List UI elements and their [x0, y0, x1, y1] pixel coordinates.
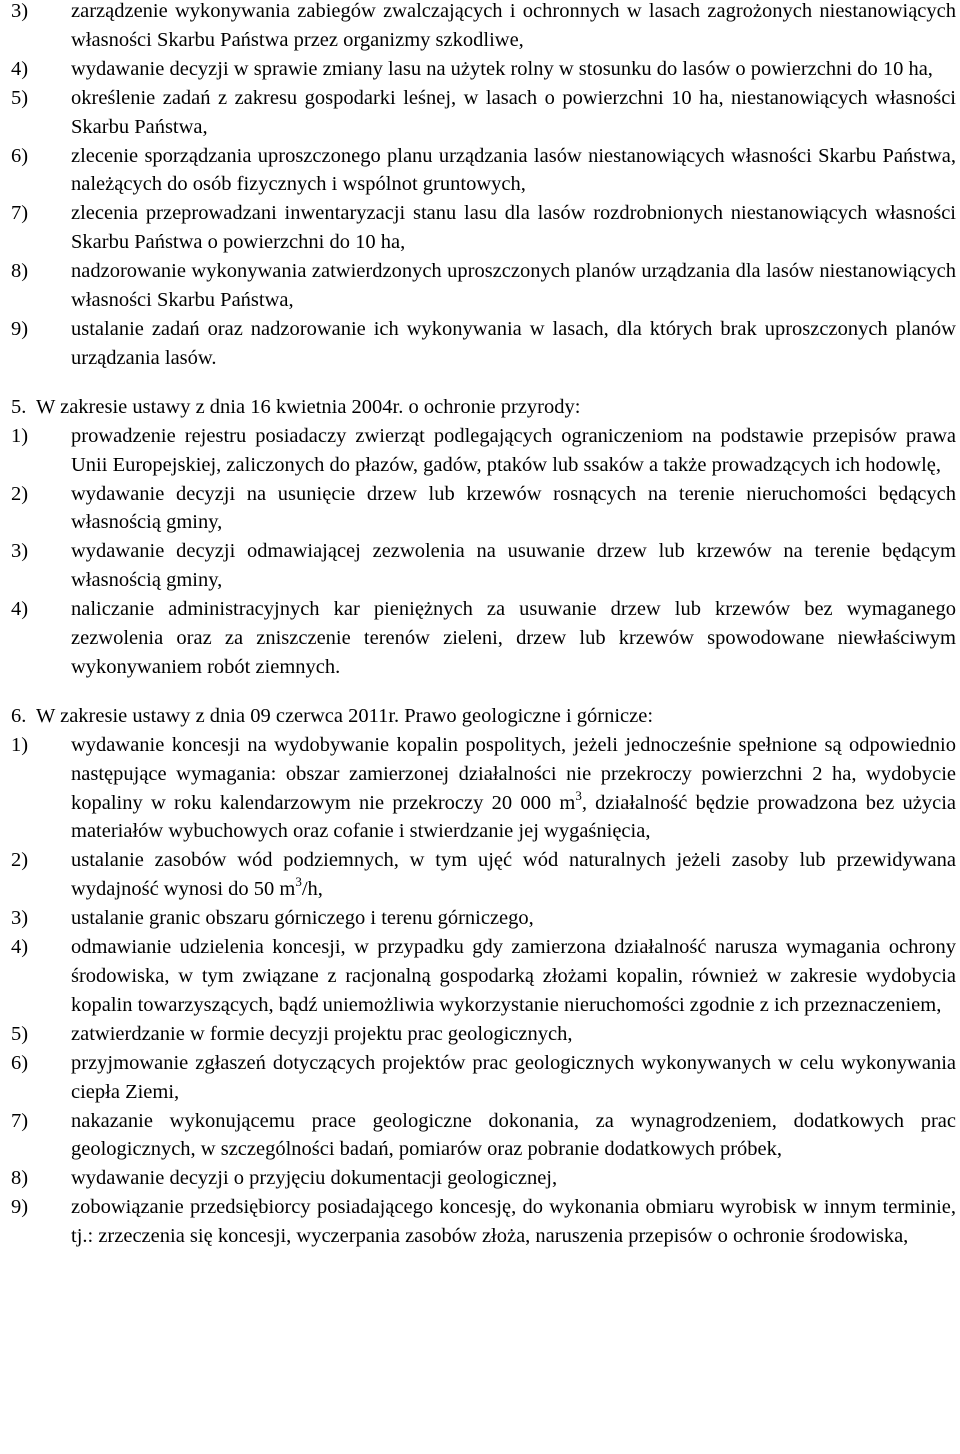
section-heading	[0, 702, 956, 731]
text-run: prowadzenie rejestru posiadaczy zwierząt podlegających ograniczeniom na podstawie przepisów prawa Unii Europejskiej, zaliczonych do płazów, gadów, ptaków lub ssaków a także prowadzących ich hodowlę,	[71, 424, 956, 476]
text-run: odmawianie udzielenia koncesji, w przypadku gdy zamierzona działalność narusza wymagania ochrony środowiska, w tym związane z racjonalną gospodarką złożami kopalin, również w zakresie wydobycia kopalin towarzyszących, bądź uniemożliwia wykorzystanie nieruchomości zgodnie z ich przeznaczeniem,	[71, 936, 956, 1016]
list-item-number: 3)	[11, 0, 29, 22]
list-item-text	[71, 598, 956, 678]
section-heading-prefix: W zakresie ustawy z dnia 16 kwietnia 2004r.	[36, 395, 404, 418]
list-item-text	[71, 202, 956, 253]
list-item-number: 1)	[11, 424, 29, 447]
list-item-number: 7)	[11, 202, 29, 225]
text-run: naliczanie administracyjnych kar pieniężnych za usuwanie drzew lub krzewów bez wymaganego zezwolenia oraz za zniszczenie terenów zieleni, drzew lub krzewów spowodowane niewłaściwym wykonywaniem robót ziemnych.	[71, 598, 956, 678]
list-item	[0, 904, 956, 933]
list-item-number: 6)	[11, 144, 29, 167]
text-run: zlecenie sporządzania uproszczonego planu urządzania lasów niestanowiących własności Skarbu Państwa, należących do osób fizycznych i wspólnot gruntowych,	[71, 144, 956, 196]
list-item-text	[71, 260, 956, 311]
list-item-text	[71, 1023, 572, 1045]
superscript: 3	[295, 874, 302, 890]
text-run: zobowiązanie przedsiębiorcy posiadającego koncesję, do wykonania obmiaru wyrobisk w innym terminie, tj.: zrzeczenia się koncesji, wyczerpania zasobów złoża, naruszenia przepisów o ochronie środowiska,	[71, 1196, 956, 1248]
list-item	[0, 142, 956, 200]
section-heading-rest: Prawo geologiczne i górnicze:	[399, 704, 654, 727]
list-item-number: 9)	[11, 1196, 29, 1219]
list-item	[0, 1107, 956, 1165]
list-item-number: 5)	[11, 86, 29, 109]
list-item-text	[71, 849, 956, 900]
list-item	[0, 422, 956, 480]
list-item	[0, 0, 956, 55]
text-run: nakazanie wykonującemu prace geologiczne dokonania, za wynagrodzeniem, dodatkowych prac geologicznych, w szczególności badań, pomiarów oraz pobranie dodatkowych próbek,	[71, 1109, 956, 1161]
list-item	[0, 595, 956, 682]
text-run: wydawanie decyzji odmawiającej zezwolenia na usuwanie drzew lub krzewów na terenie będącym własnością gminy,	[71, 540, 956, 592]
section-heading	[0, 393, 956, 422]
list-item-number: 4)	[11, 936, 29, 959]
list-item-text	[71, 1052, 956, 1103]
section-number: 5.	[11, 395, 27, 418]
text-run: ustalanie zadań oraz nadzorowanie ich wykonywania w lasach, dla których brak uproszczonych planów urządzania lasów.	[71, 317, 956, 369]
list-item	[0, 537, 956, 595]
list-item-text	[71, 540, 956, 591]
text-run: wydawanie decyzji o przyjęciu dokumentacji geologicznej,	[71, 1167, 558, 1190]
list-item-text	[71, 425, 956, 476]
list-item	[0, 480, 956, 538]
text-run: zarządzenie wykonywania zabiegów zwalczających i ochronnych w lasach zagrożonych niestanowiących własności Skarbu Państwa przez organizmy szkodliwe,	[71, 0, 956, 51]
list-item	[0, 731, 956, 847]
text-run: zatwierdzanie w formie decyzji projektu prac geologicznych,	[71, 1022, 573, 1045]
list-item-number: 4)	[11, 57, 29, 80]
section-number: 6.	[11, 704, 27, 727]
list-item-text	[71, 145, 956, 196]
list-item-text	[71, 907, 534, 929]
list-item	[0, 55, 956, 84]
list-item-text	[71, 1167, 557, 1189]
list-item-text	[71, 87, 956, 138]
text-run: określenie zadań z zakresu gospodarki leśnej, w lasach o powierzchni 10 ha, niestanowiących własności Skarbu Państwa,	[71, 86, 956, 138]
list-item	[0, 1020, 956, 1049]
list-item-number: 2)	[11, 482, 29, 505]
section-block	[0, 702, 956, 1251]
list-item-number: 3)	[11, 907, 29, 930]
list-item-number: 6)	[11, 1051, 29, 1074]
list-item-text	[71, 936, 956, 1016]
section-heading-rest: o ochronie przyrody:	[403, 395, 581, 418]
section-block	[0, 0, 956, 373]
text-run: wydawanie decyzji na usunięcie drzew lub krzewów rosnących na terenie nieruchomości będących własnością gminy,	[71, 482, 956, 534]
list-item-number: 3)	[11, 540, 29, 563]
text-run: ustalanie zasobów wód podziemnych, w tym ujęć wód naturalnych jeżeli zasoby lub przewidywana wydajność wynosi do 50 m	[71, 849, 956, 901]
list-item	[0, 199, 956, 257]
list-item	[0, 1049, 956, 1107]
list-item	[0, 933, 956, 1020]
superscript: 3	[575, 787, 582, 803]
section-block	[0, 393, 956, 682]
list-item	[0, 257, 956, 315]
text-run: zlecenia przeprowadzani inwentaryzacji stanu lasu dla lasów rozdrobnionych niestanowiących własności Skarbu Państwa o powierzchni do 10 ha,	[71, 202, 956, 254]
list-item-text	[71, 58, 933, 80]
list-item-number: 1)	[11, 733, 29, 756]
list-item	[0, 315, 956, 373]
list-item-text	[71, 318, 956, 369]
list-item-number: 8)	[11, 1167, 29, 1190]
text-run: , działalność będzie prowadzona bez użycia materiałów wybuchowych oraz cofanie i stwierdzanie jej wygaśnięcia,	[71, 791, 956, 843]
list-item-number: 9)	[11, 317, 29, 340]
text-run: /h,	[301, 878, 323, 901]
list-item	[0, 1193, 956, 1251]
list-item-text	[71, 1110, 956, 1161]
text-run: przyjmowanie zgłaszeń dotyczących projektów prac geologicznych wykonywanych w celu wykonywania ciepła Ziemi,	[71, 1051, 956, 1103]
list-item	[0, 84, 956, 142]
list-item-number: 7)	[11, 1109, 29, 1132]
section-heading-prefix: W zakresie ustawy z dnia 09 czerwca 2011r.	[36, 704, 400, 727]
text-run: wydawanie decyzji w sprawie zmiany lasu na użytek rolny w stosunku do lasów o powierzchni do 10 ha,	[71, 57, 933, 80]
text-run: nadzorowanie wykonywania zatwierdzonych uproszczonych planów urządzania dla lasów niestanowiących własności Skarbu Państwa,	[71, 260, 956, 312]
list-item	[0, 1164, 956, 1193]
list-item-number: 8)	[11, 260, 29, 283]
list-item-text	[71, 483, 956, 534]
list-item-number: 5)	[11, 1022, 29, 1045]
list-item-text	[71, 1196, 956, 1247]
list-item-number: 2)	[11, 849, 29, 872]
list-item-text	[71, 0, 956, 51]
text-run: wydawanie koncesji na wydobywanie kopalin pospolitych, jeżeli jednocześnie spełnione są odpowiednio następujące wymagania: obszar zamierzonej działalności nie przekroczy powierzchni 2 ha, wydobycie kopaliny w roku kalendarzowym nie przekroczy 20 000 m	[71, 733, 956, 814]
text-run: ustalanie granic obszaru górniczego i terenu górniczego,	[71, 907, 534, 930]
list-item	[0, 846, 956, 904]
list-item-text	[71, 734, 956, 843]
list-item-number: 4)	[11, 598, 29, 621]
